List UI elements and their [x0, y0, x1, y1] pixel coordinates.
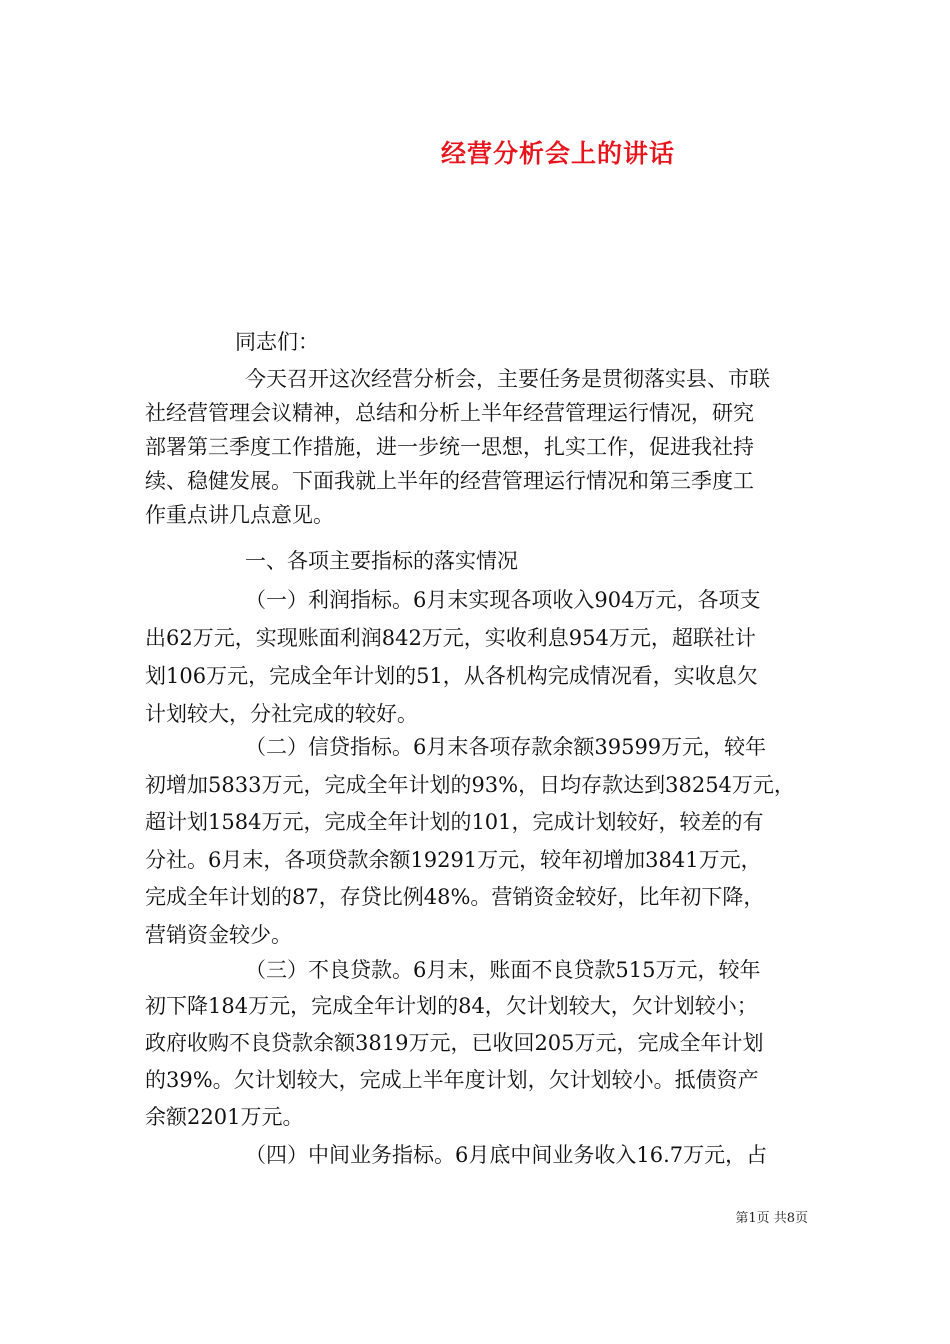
page-number: 第1页 共8页 [735, 1211, 808, 1226]
paragraph-line: 的39%。欠计划较大，完成上半年度计划，欠计划较小。抵债资产 [145, 1068, 759, 1092]
paragraph-line: 政府收购不良贷款余额3819万元，已收回205万元，完成全年计划 [145, 1031, 764, 1055]
paragraph-line: 余额2201万元。 [145, 1105, 304, 1129]
paragraph-line: 完成全年计划的87，存贷比例48%。营销资金较好，比年初下降， [145, 885, 765, 909]
paragraph-line: 初下降184万元，完成全年计划的84，欠计划较大，欠计划较小； [145, 994, 758, 1018]
paragraph-line: 划106万元，完成全年计划的51，从各机构完成情况看，实收息欠 [145, 664, 758, 688]
section-heading: 一、各项主要指标的落实情况 [245, 549, 518, 573]
paragraph-line: 分社。6月末，各项贷款余额19291万元，较年初增加3841万元， [145, 848, 762, 872]
paragraph-line: 计划较大，分社完成的较好。 [145, 702, 418, 726]
paragraph-line: 今天召开这次经营分析会，主要任务是贯彻落实县、市联 [245, 367, 770, 391]
salutation: 同志们： [235, 330, 319, 354]
paragraph-line: 作重点讲几点意见。 [145, 503, 334, 527]
document-title: 经营分析会上的讲话 [440, 139, 675, 168]
paragraph-line: 出62万元，实现账面利润842万元，实收利息954万元，超联社计 [145, 626, 756, 650]
paragraph-line: （三）不良贷款。6月末，账面不良贷款515万元，较年 [245, 958, 761, 982]
paragraph-line: （二）信贷指标。6月末各项存款余额39599万元，较年 [245, 735, 767, 759]
paragraph-line: （四）中间业务指标。6月底中间业务收入16.7万元，占 [245, 1143, 768, 1167]
paragraph-line: 续、稳健发展。下面我就上半年的经营管理运行情况和第三季度工 [145, 469, 754, 493]
paragraph-line: （一）利润指标。6月末实现各项收入904万元，各项支 [245, 588, 761, 612]
paragraph-line: 部署第三季度工作措施，进一步统一思想，扎实工作，促进我社持 [145, 435, 754, 459]
paragraph-line: 营销资金较少。 [145, 923, 292, 947]
paragraph-line: 社经营管理会议精神，总结和分析上半年经营管理运行情况，研究 [145, 401, 754, 425]
paragraph-line: 超计划1584万元，完成全年计划的101，完成计划较好，较差的有 [145, 810, 764, 834]
paragraph-line: 初增加5833万元，完成全年计划的93%，日均存款达到38254万元， [145, 773, 795, 797]
